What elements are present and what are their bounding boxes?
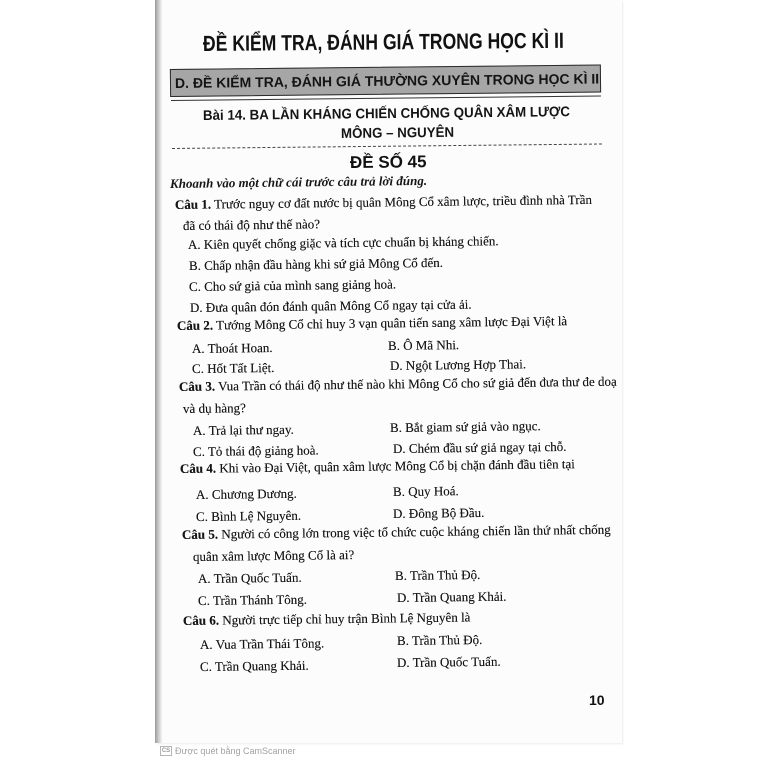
option-a: A. Trả lại thư ngay. [192, 421, 294, 438]
question-label: Câu 3. [178, 378, 216, 394]
option-b: B. Trần Thủ Độ. [396, 631, 483, 648]
question-text: Vua Trần có thái độ như thế nào khi Mông Cổ cho sứ giả đến đưa thư đe doạ [218, 373, 617, 394]
option-d: D. Chém đầu sứ giả ngay tại chỗ. [392, 438, 567, 456]
option-c: C. Trần Quang Khải. [199, 657, 309, 674]
option-d: D. Đưa quân đón đánh quân Mông Cổ ngay tại cửa ải. [189, 296, 472, 315]
option-d: D. Trần Quang Khải. [396, 588, 507, 605]
question-text: Trước nguy cơ đất nước bị quân Mông Cổ xâm lược, triều đình nhà Trần [214, 191, 593, 212]
option-a: A. Kiên quyết chống giặc và tích cực chuẩn bị kháng chiến. [187, 233, 499, 252]
question-line-continued: quân xâm lược Mông Cổ là ai? [192, 547, 355, 564]
question-line-continued: và dụ hàng? [182, 400, 246, 416]
option-b: B. Quy Hoá. [392, 483, 459, 499]
option-a: A. Vua Trần Thái Tông. [199, 635, 325, 652]
question-text: Người có công lớn trong việc tổ chức cuộc kháng chiến lần thứ nhất chống [221, 521, 611, 542]
option-d: D. Ngột Lương Hợp Thai. [389, 356, 527, 373]
page-binding-shadow [155, 0, 162, 743]
option-a: A. Trần Quốc Tuấn. [197, 569, 302, 586]
question-text: Tướng Mông Cổ chỉ huy 3 vạn quân tiến sang xâm lược Đại Việt là [216, 313, 568, 333]
instruction: Khoanh vào một chữ cái trước câu trả lời đúng. [169, 172, 428, 191]
exam-title: ĐỀ SỐ 45 [349, 152, 427, 172]
option-a: A. Thoát Hoan. [191, 340, 273, 356]
question-label: Câu 5. [181, 526, 219, 542]
question-text: Khi vào Đại Việt, quân xâm lược Mông Cổ bị chặn đánh đầu tiên tại [219, 456, 575, 476]
option-c: C. Bình Lệ Nguyên. [195, 507, 302, 524]
camscanner-logo-icon: CS [161, 748, 171, 754]
option-c: C. Tỏ thái độ giảng hoà. [192, 442, 319, 459]
option-b: B. Bắt giam sứ giả vào ngục. [389, 418, 541, 435]
question-label: Câu 2. [176, 317, 214, 333]
option-b: B. Trần Thủ Độ. [394, 566, 481, 583]
question-text: Người trực tiếp chỉ huy trận Bình Lệ Nguyên là [222, 609, 471, 628]
scanner-watermark-text: Được quét bằng CamScanner [175, 746, 296, 756]
question-label: Câu 1. [174, 196, 212, 212]
option-d: D. Đông Bộ Đầu. [392, 504, 485, 521]
lesson-title-line-2: MÔNG – NGUYÊN [340, 123, 455, 141]
page-number: 10 [589, 692, 605, 708]
lesson-title-line-1: Bài 14. BA LẦN KHÁNG CHIẾN CHỐNG QUÂN XÂM LƯỢC [202, 103, 571, 123]
question-label: Câu 6. [182, 612, 220, 628]
question-line-continued: đã có thái độ như thế nào? [182, 216, 321, 233]
option-b: B. Chấp nhận đầu hàng khi sứ giả Mông Cổ đến. [188, 254, 444, 273]
chapter-title: ĐỀ KIỂM TRA, ĐÁNH GIÁ TRONG HỌC KÌ II [202, 27, 564, 56]
option-b: B. Ô Mã Nhi. [387, 337, 460, 353]
option-c: C. Hốt Tất Liệt. [191, 359, 275, 376]
option-c: C. Cho sứ giả của mình sang giảng hoà. [188, 276, 397, 294]
option-c: C. Trần Thánh Tông. [197, 591, 308, 608]
option-d: D. Trần Quốc Tuấn. [396, 653, 501, 670]
section-banner-text: D. ĐỀ KIỂM TRA, ĐÁNH GIÁ THƯỜNG XUYÊN TRONG HỌC KÌ II [174, 70, 600, 91]
section-banner [170, 64, 601, 97]
question-label: Câu 4. [179, 460, 217, 476]
option-a: A. Chương Dương. [195, 485, 297, 502]
